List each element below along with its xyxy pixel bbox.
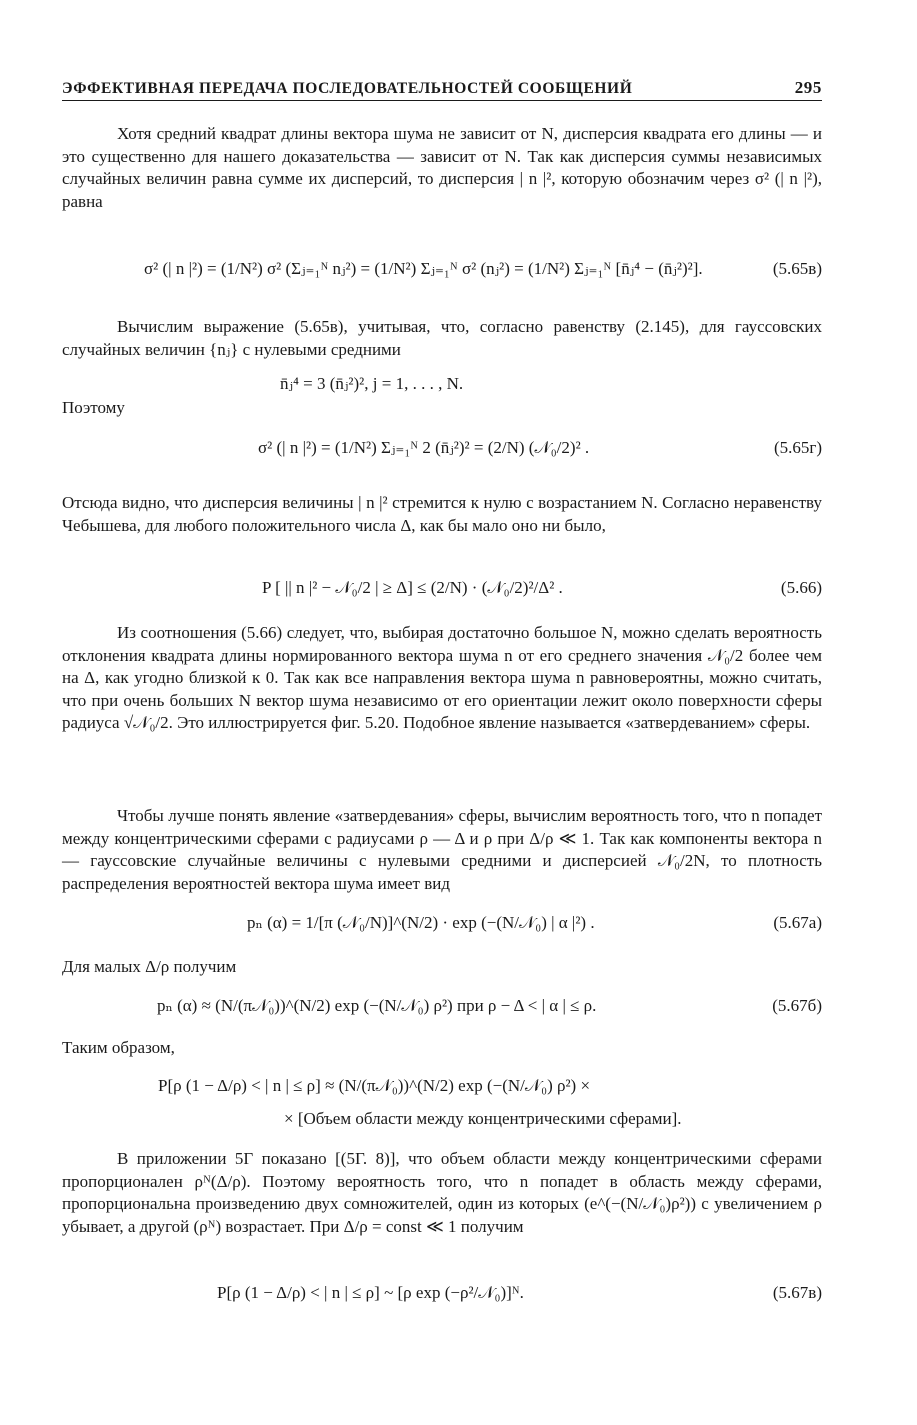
- equation-5-65g-number: (5.65г): [773, 438, 822, 457]
- paragraph-5: Из соотношения (5.66) следует, что, выбирая достаточно большое N, можно сделать вероятность отклонения квадрата длины нормированного вектора шума n от его среднего значения 𝒩₀/2 более чем на Δ, как угодно близкой к 0. Так как все направления вектора шума n равновероятны, можно считать, что при очень больших N вектор шума независимо от его ориентации лежит около поверхности сферы радиуса √𝒩₀/2. Это иллюстрируется фиг. 5.20. Подобное явление называется «затвердеванием» сферы.: [62, 623, 822, 732]
- running-title: ЭФФЕКТИВНАЯ ПЕРЕДАЧА ПОСЛЕДОВАТЕЛЬНОСТЕЙ СООБЩЕНИЙ: [62, 80, 633, 97]
- equation-5-65g-formula: σ² (| n |²) = (1/N²) Σⱼ₌₁ᴺ 2 (n̄ⱼ²)² = (2/N) (𝒩₀/2)² .: [258, 438, 590, 457]
- running-header: [62, 74, 822, 101]
- equation-5-67v-number: (5.67в): [772, 1283, 822, 1302]
- paragraph-1: Хотя средний квадрат длины вектора шума не зависит от N, дисперсия квадрата его длины — и это существенно для нашего доказательства — зависит от N. Так как дисперсия суммы независимых случайных величин равна сумме их дисперсий, то дисперсия | n |², которую обозначим через σ² (| n |²), равна: [62, 124, 822, 211]
- equation-5-66-number: (5.66): [780, 578, 822, 597]
- equation-5-67a-number: (5.67а): [773, 913, 822, 932]
- equation-5-67v-formula: P[ρ (1 − Δ/ρ) < | n | ≤ ρ] ~ [ρ exp (−ρ²/𝒩₀)]ᴺ.: [217, 1283, 524, 1302]
- equation-5-65v-number: (5.65в): [772, 259, 822, 278]
- paragraph-8: Таким образом,: [62, 1038, 175, 1057]
- equation-5-66-formula: P [ || n |² − 𝒩₀/2 | ≥ Δ] ≤ (2/N) · (𝒩₀/2)²/Δ² .: [262, 578, 563, 597]
- equation-gaussian-moment-formula: n̄ⱼ⁴ = 3 (n̄ⱼ²)², j = 1, . . . , N.: [280, 374, 464, 393]
- paragraph-6: Чтобы лучше понять явление «затвердевания» сферы, вычислим вероятность того, что n попадет между концентрическими сферами с радиусами ρ — Δ и ρ при Δ/ρ ≪ 1. Так как компоненты вектора n — гауссовские случайные величины с нулевыми средними и дисперсией 𝒩₀/2N, то плотность распределения вероятностей вектора шума имеет вид: [62, 806, 822, 893]
- equation-5-67b-formula: pₙ (α) ≈ (N/(π𝒩₀))^(N/2) exp (−(N/𝒩₀) ρ²) при ρ − Δ < | α | ≤ ρ.: [157, 996, 597, 1015]
- paragraph-4: Отсюда видно, что дисперсия величины | n |² стремится к нулю с возрастанием N. Согласно неравенству Чебышева, для любого положительного числа Δ, как бы мало оно ни было,: [62, 493, 822, 535]
- paragraph-9: В приложении 5Г показано [(5Г. 8)], что объем области между концентрическими сферами пропорционален ρᴺ(Δ/ρ). Поэтому вероятность того, что n попадет в область между сферами, пропорциональна произведению двух сомножителей, один из которых (e^(−(N/𝒩₀)ρ²)) с увеличением ρ убывает, а другой (ρᴺ) возрастает. При Δ/ρ = const ≪ 1 получим: [62, 1149, 822, 1236]
- equation-5-65v-formula: σ² (| n |²) = (1/N²) σ² (Σⱼ₌₁ᴺ nⱼ²) = (1/N²) Σⱼ₌₁ᴺ σ² (nⱼ²) = (1/N²) Σⱼ₌₁ᴺ [n̄ⱼ⁴ − (n̄ⱼ²)²].: [144, 259, 703, 278]
- paragraph-2: Вычислим выражение (5.65в), учитывая, что, согласно равенству (2.145), для гауссовских случайных величин {nⱼ} с нулевыми средними: [62, 317, 822, 359]
- equation-5-67b-number: (5.67б): [772, 996, 822, 1015]
- equation-probability-line-1-formula: P[ρ (1 − Δ/ρ) < | n | ≤ ρ] ≈ (N/(π𝒩₀))^(N/2) exp (−(N/𝒩₀) ρ²) ×: [158, 1076, 591, 1095]
- equation-5-67a-formula: pₙ (α) = 1/[π (𝒩₀/N)]^(N/2) · exp (−(N/𝒩₀) | α |²) .: [247, 913, 595, 932]
- equation-probability-line-2-formula: × [Объем области между концентрическими сферами].: [284, 1109, 682, 1128]
- paragraph-3: Поэтому: [62, 398, 125, 417]
- paragraph-7: Для малых Δ/ρ получим: [62, 957, 237, 976]
- page-number: 295: [794, 78, 822, 97]
